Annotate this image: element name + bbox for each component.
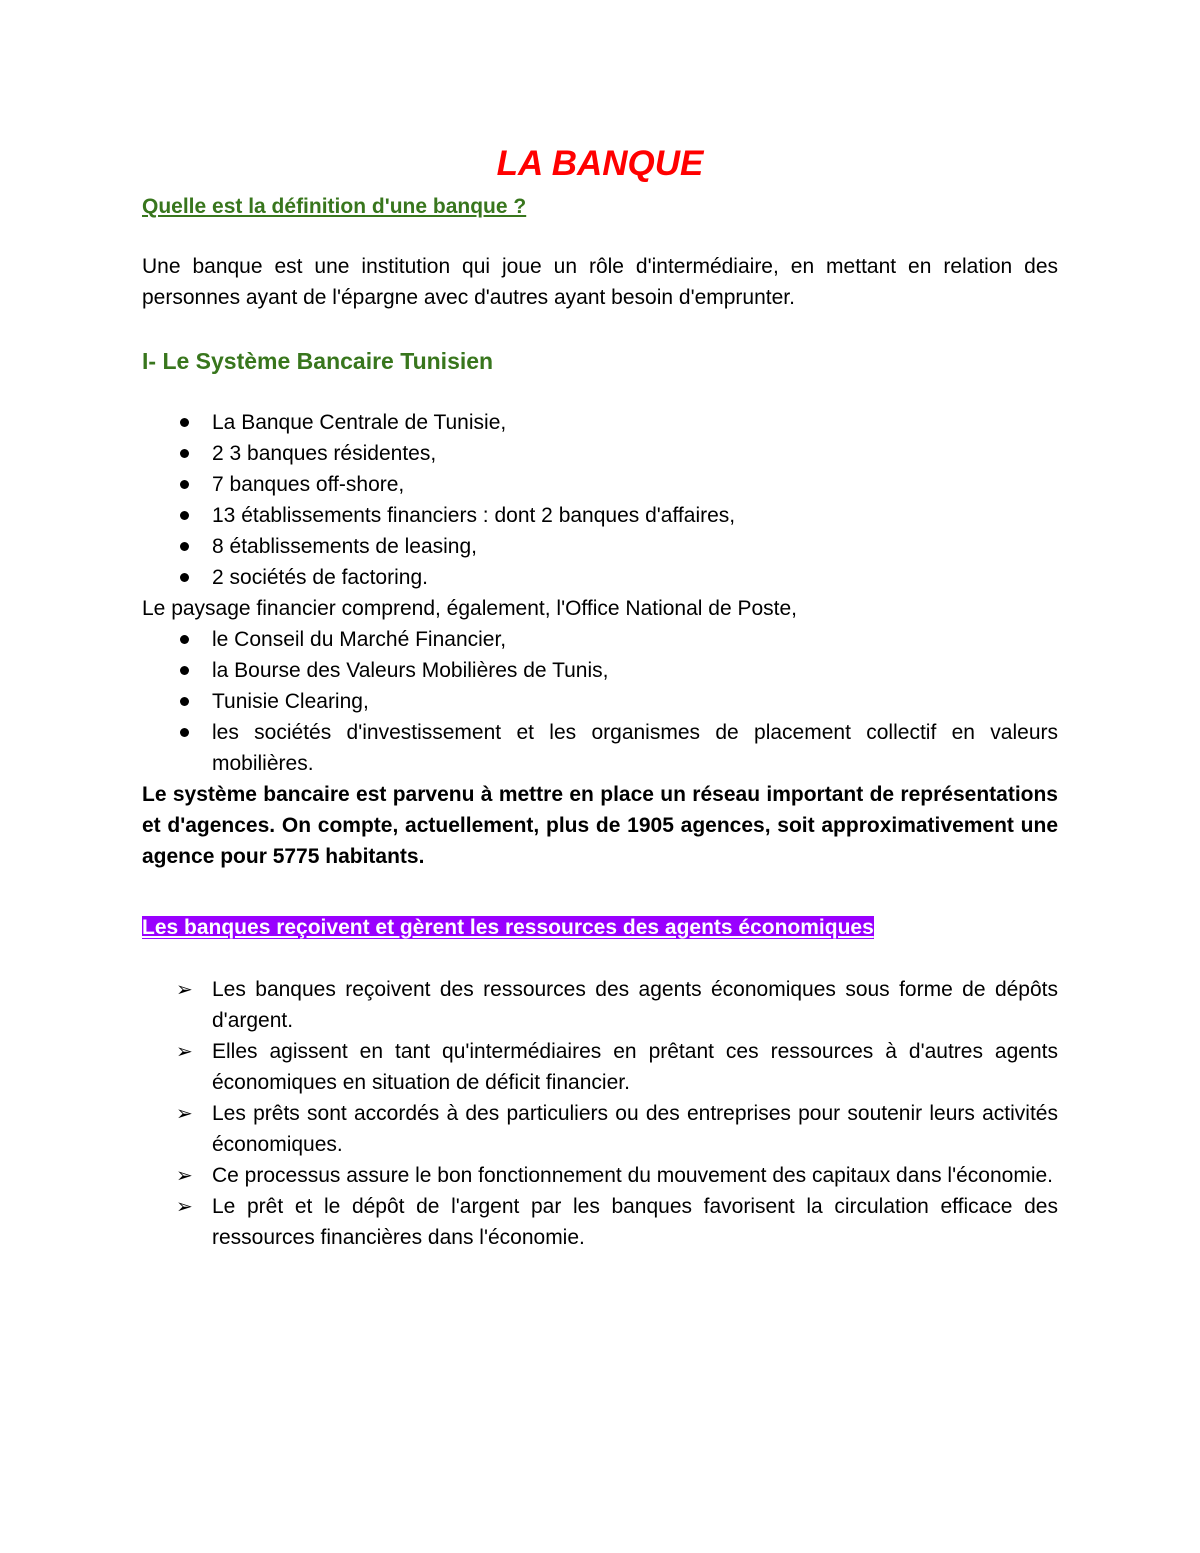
section-heading-tunisian-banking: I- Le Système Bancaire Tunisien (142, 348, 494, 374)
definition-paragraph: Une banque est une institution qui joue un rôle d'intermédiaire, en mettant en relation des personnes ayant de l'épargne avec d'autres ayant besoin d'emprunter. (142, 255, 1058, 309)
bullet-icon (180, 635, 189, 644)
list-item-text: 2 3 banques résidentes, (212, 442, 437, 465)
bullet-icon (180, 480, 189, 489)
list-item (142, 974, 1058, 1036)
list-item (142, 717, 1058, 779)
section-heading-resources (142, 912, 1058, 943)
banking-network-summary: Le système bancaire est parvenu à mettre en place un réseau important de représentations et d'agences. On compte, actuellement, plus de 1905 agences, soit approximativement une agence pour 5775 habitants. (142, 783, 1058, 868)
list-item-text: Les prêts sont accordés à des particuliers ou des entreprises pour soutenir leurs activités économiques. (212, 1102, 1058, 1156)
bullet-icon (180, 666, 189, 675)
bullet-icon (180, 542, 189, 551)
list-item (142, 1036, 1058, 1098)
list-item (142, 438, 1058, 469)
list-item-text: Tunisie Clearing, (212, 690, 369, 713)
arrow-bullet-icon: ➢ (176, 1194, 193, 1218)
list-item (142, 562, 1058, 593)
arrow-bullet-icon: ➢ (176, 977, 193, 1001)
arrow-bullet-icon: ➢ (176, 1039, 193, 1063)
list-item-text: les sociétés d'investissement et les organismes de placement collectif en valeurs mobilières. (212, 721, 1058, 775)
bullet-icon (180, 449, 189, 458)
financial-landscape-list (142, 624, 1058, 779)
list-item (142, 500, 1058, 531)
list-item-text: la Bourse des Valeurs Mobilières de Tunis, (212, 659, 609, 682)
list-item (142, 686, 1058, 717)
bullet-icon (180, 573, 189, 582)
highlighted-heading-text: Les banques reçoivent et gèrent les ressources des agents économiques (142, 916, 874, 939)
question-heading: Quelle est la définition d'une banque ? (142, 195, 527, 218)
list-item-text: 2 sociétés de factoring. (212, 566, 428, 589)
list-item-text: Ce processus assure le bon fonctionnement du mouvement des capitaux dans l'économie. (212, 1164, 1053, 1187)
arrow-bullet-icon: ➢ (176, 1101, 193, 1125)
list-item (142, 624, 1058, 655)
bullet-icon (180, 728, 189, 737)
list-item (142, 1191, 1058, 1253)
list-item-text: Les banques reçoivent des ressources des agents économiques sous forme de dépôts d'argent. (212, 978, 1058, 1032)
list-item (142, 469, 1058, 500)
list-item (142, 1160, 1058, 1191)
list-item-text: Le prêt et le dépôt de l'argent par les banques favorisent la circulation efficace des ressources financières dans l'économie. (212, 1195, 1058, 1249)
document-page (142, 140, 1058, 1253)
list-item (142, 1098, 1058, 1160)
list-item-text: 8 établissements de leasing, (212, 535, 477, 558)
arrow-bullet-icon: ➢ (176, 1163, 193, 1187)
list-item (142, 655, 1058, 686)
list-item-text: 7 banques off-shore, (212, 473, 405, 496)
document-title: LA BANQUE (496, 144, 704, 183)
bullet-icon (180, 418, 189, 427)
list-item-text: La Banque Centrale de Tunisie, (212, 411, 507, 434)
list-item-text: le Conseil du Marché Financier, (212, 628, 507, 651)
list-item-text: 13 établissements financiers : dont 2 banques d'affaires, (212, 504, 736, 527)
list-item (142, 531, 1058, 562)
resources-list (142, 974, 1058, 1253)
list-item-text: Elles agissent en tant qu'intermédiaires en prêtant ces ressources à d'autres agents économiques en situation de déficit financier. (212, 1040, 1058, 1094)
list-item (142, 407, 1058, 438)
bullet-icon (180, 511, 189, 520)
financial-landscape-intro: Le paysage financier comprend, également, l'Office National de Poste, (142, 597, 798, 620)
bullet-icon (180, 697, 189, 706)
institutions-list (142, 407, 1058, 593)
